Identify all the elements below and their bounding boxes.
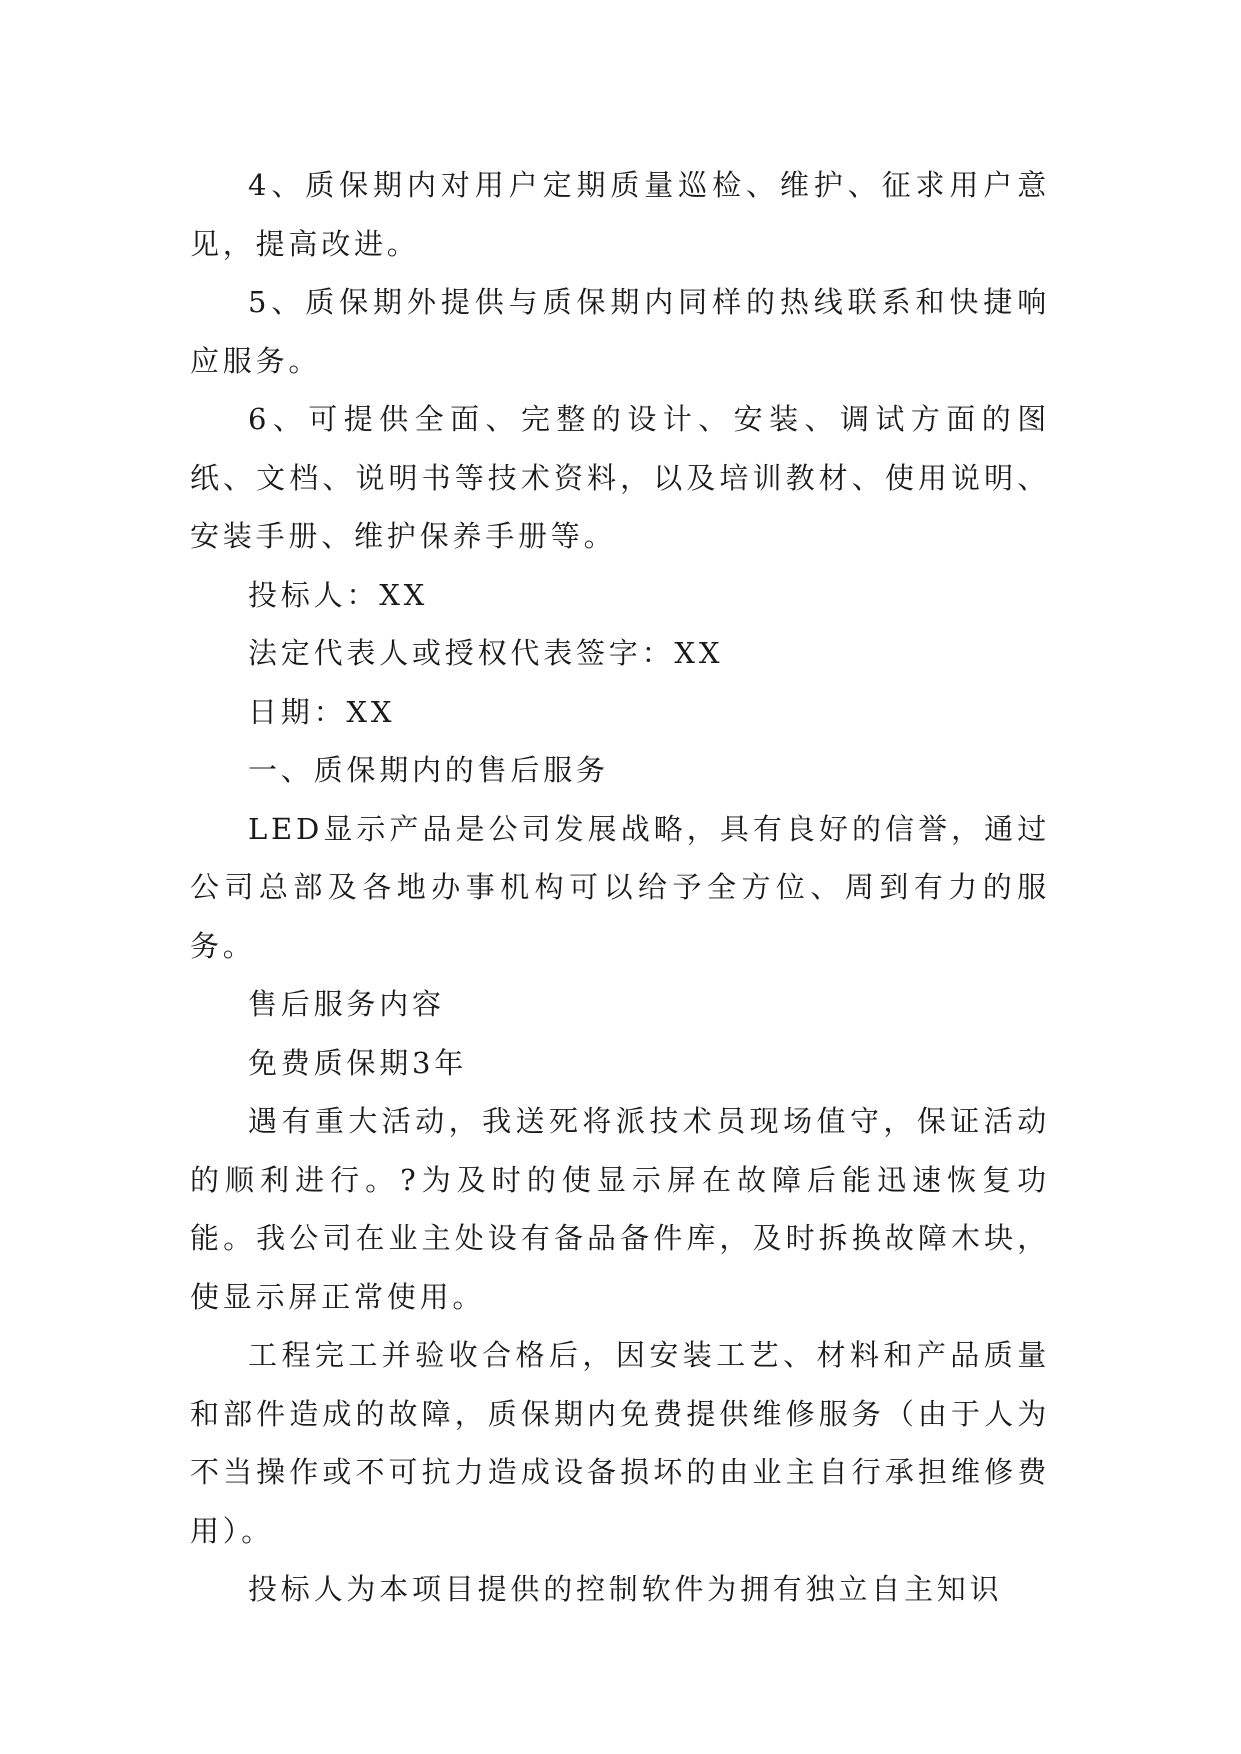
paragraph-repair-service: 工程完工并验收合格后，因安装工艺、材料和产品质量和部件造成的故障，质保期内免费提供维修服务（由于人为不当操作或不可抗力造成设备损坏的由业主自行承担维修费用）。 <box>190 1338 1050 1548</box>
document-body <box>190 156 1050 1619</box>
paragraph-control-software: 投标人为本项目提供的控制软件为拥有独立自主知识 <box>248 1572 1003 1606</box>
subheading-service-content: 售后服务内容 <box>248 987 445 1021</box>
paragraph-major-events: 遇有重大活动，我送死将派技术员现场值守，保证活动的顺利进行。?为及时的使显示屏在故障后能迅速恢复功能。我公司在业主处设有备品备件库，及时拆换故障木块，使显示屏正常使用。 <box>190 1104 1050 1314</box>
paragraph-item-4: 4、质保期内对用户定期质量巡检、维护、征求用户意见，提高改进。 <box>190 168 1050 261</box>
paragraph-led-intro: LED显示产品是公司发展战略，具有良好的信誉，通过公司总部及各地办事机构可以给予全方位、周到有力的服务。 <box>190 811 1050 963</box>
section-heading: 一、质保期内的售后服务 <box>248 753 609 787</box>
paragraph-item-6: 6、可提供全面、完整的设计、安装、调试方面的图纸、文档、说明书等技术资料，以及培训教材、使用说明、安装手册、维护保养手册等。 <box>190 402 1050 553</box>
bidder-line: 投标人：XX <box>248 577 429 612</box>
warranty-period-line: 免费质保期3年 <box>248 1045 468 1080</box>
representative-signature-line: 法定代表人或授权代表签字：XX <box>248 636 724 670</box>
date-line: 日期：XX <box>248 694 396 729</box>
paragraph-item-5: 5、质保期外提供与质保期内同样的热线联系和快捷响应服务。 <box>190 285 1050 378</box>
